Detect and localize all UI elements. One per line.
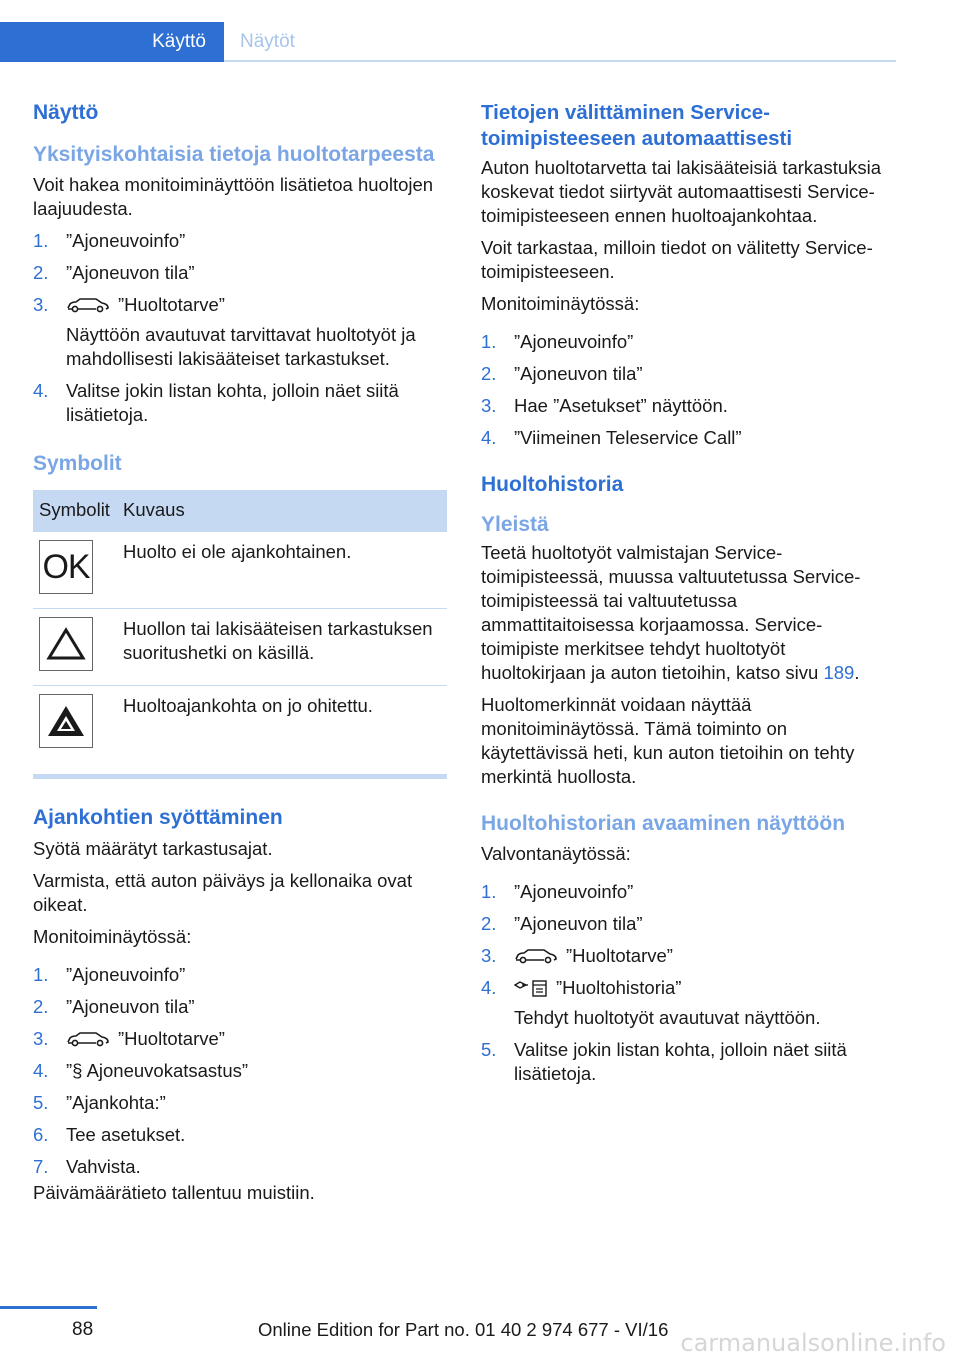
step-text: Vahvista.	[66, 1156, 141, 1177]
list-item	[33, 1155, 447, 1179]
list-item	[481, 944, 895, 968]
ok-icon-text: OK	[42, 548, 90, 586]
paragraph: Monitoiminäytössä:	[33, 926, 192, 947]
warning-triangle-icon	[39, 617, 93, 671]
step-number: 4.	[33, 380, 49, 401]
step-number: 4.	[481, 977, 497, 998]
car-icon	[514, 948, 558, 964]
left-column	[33, 100, 447, 1213]
paragraph-text: .	[854, 662, 860, 683]
step-text: ”Ajoneuvoinfo”	[66, 230, 186, 251]
footer-rule	[0, 1306, 97, 1309]
step-number: 2.	[33, 262, 49, 283]
header-tabs	[0, 0, 960, 62]
steps-list-details	[33, 229, 447, 427]
step-number: 5.	[33, 1092, 49, 1113]
step-text: Tee asetukset.	[66, 1124, 186, 1145]
list-item	[33, 293, 447, 371]
table-header-symbols: Symbolit	[33, 490, 117, 532]
warning-triangle-filled-icon	[39, 694, 93, 748]
edition-text: Online Edition for Part no. 01 40 2 974 677 - VI/16	[258, 1319, 669, 1340]
step-text: ”Ajoneuvon tila”	[66, 262, 195, 283]
step-text: ”Ajoneuvoinfo”	[514, 881, 634, 902]
list-item	[481, 394, 895, 418]
step-subtext: Näyttöön avautuvat tarvittavat huoltotyöt ja mahdollisesti lakisääteiset tarkastukset.	[66, 324, 416, 369]
list-item	[33, 1059, 447, 1083]
tab-naytot[interactable]	[240, 22, 295, 62]
list-item	[481, 362, 895, 386]
step-text: Valitse jokin listan kohta, jolloin näet siitä lisätietoja.	[66, 380, 399, 425]
step-text: ”Huoltotarve”	[118, 1028, 225, 1049]
list-item	[481, 976, 895, 1030]
list-item	[481, 330, 895, 354]
page-link[interactable]: 189	[823, 662, 855, 683]
step-number: 2.	[33, 996, 49, 1017]
table-row	[33, 532, 447, 609]
car-icon	[66, 1031, 110, 1047]
step-text: ”§ Ajoneuvokatsastus”	[66, 1060, 249, 1081]
symbols-table	[33, 490, 447, 762]
step-text: ”Ajoneuvoinfo”	[514, 331, 634, 352]
car-icon	[66, 297, 110, 313]
step-number: 3.	[481, 945, 497, 966]
step-text: Valitse jokin listan kohta, jolloin näet siitä lisätietoja.	[514, 1039, 847, 1084]
list-item	[33, 1091, 447, 1115]
step-text: ”Ajankohta:”	[66, 1092, 166, 1113]
list-item	[33, 963, 447, 987]
paragraph: Auton huoltotarvetta tai lakisääteisiä tarkastuksia koskevat tiedot siirtyvät automaattisesti Service-toimipisteeseen ennen huoltoajankohtaa.	[481, 157, 882, 226]
step-number: 6.	[33, 1124, 49, 1145]
step-text: Hae ”Asetukset” näyttöön.	[514, 395, 728, 416]
step-text: ”Huoltohistoria”	[556, 977, 682, 998]
watermark: carmanualsonline.info	[680, 1329, 946, 1357]
step-number: 2.	[481, 913, 497, 934]
list-item	[481, 880, 895, 904]
paragraph-text: Teetä huoltotyöt valmistajan Service-toimipisteessä, muussa valtuutetussa Service-toimipisteessä tai valtuutetussa ammattitaitoisessa korjaamossa. Service-toimipiste merkitsee tehdyt huoltotyöt huoltokirjaan ja auton tietoihin, katso sivu	[481, 542, 861, 683]
paragraph	[481, 541, 895, 685]
list-item	[33, 261, 447, 285]
step-number: 1.	[33, 230, 49, 251]
page-title: Näyttö	[33, 101, 99, 124]
page-number: 88	[72, 1319, 94, 1340]
ok-icon	[39, 540, 93, 594]
step-number: 4.	[481, 427, 497, 448]
paragraph: Päivämäärätieto tallentuu muistiin.	[33, 1182, 315, 1203]
right-column	[481, 100, 895, 1094]
tab-kaytto[interactable]	[0, 22, 224, 62]
section-heading-dates: Ajankohtien syöttäminen	[33, 806, 283, 829]
section-heading-teleservice: Tietojen välittäminen Service-toimipisteeseen automaattisesti	[481, 101, 793, 150]
tab-naytot-label: Näytöt	[240, 31, 295, 52]
paragraph: Huoltomerkinnät voidaan näyttää monitoiminäytössä. Tämä toiminto on käytettävissä heti, kun auton tietoihin on tehty merkintä huollosta.	[481, 694, 855, 787]
step-number: 1.	[481, 331, 497, 352]
header-divider	[224, 60, 896, 62]
section-heading-open-history: Huoltohistorian avaaminen näyttöön	[481, 812, 846, 835]
list-item	[481, 426, 895, 450]
list-item	[33, 1123, 447, 1147]
section-text: Voit hakea monitoiminäyttöön lisätietoa huoltojen laajuudesta.	[33, 174, 434, 219]
symbols-heading: Symbolit	[33, 452, 122, 475]
step-text: ”Ajoneuvon tila”	[514, 363, 643, 384]
table-cell-description: Huolto ei ole ajankohtainen.	[117, 532, 447, 609]
step-number: 3.	[33, 294, 49, 315]
step-subtext: Tehdyt huoltotyöt avautuvat näyttöön.	[514, 1007, 821, 1028]
paragraph: Monitoiminäytössä:	[481, 293, 640, 314]
step-text: ”Viimeinen Teleservice Call”	[514, 427, 742, 448]
list-item	[33, 995, 447, 1019]
table-row	[33, 609, 447, 686]
step-number: 7.	[33, 1156, 49, 1177]
table-cell-description: Huoltoajankohta on jo ohitettu.	[123, 695, 373, 716]
tab-kaytto-label: Käyttö	[152, 31, 206, 52]
service-history-icon	[514, 979, 548, 997]
list-item	[33, 229, 447, 253]
step-number: 1.	[33, 964, 49, 985]
paragraph: Voit tarkastaa, milloin tiedot on välitetty Service-toimipisteeseen.	[481, 237, 873, 282]
steps-list-teleservice	[481, 330, 895, 450]
section-heading-history: Huoltohistoria	[481, 473, 624, 496]
table-bottom-rule	[33, 774, 447, 779]
paragraph: Varmista, että auton päiväys ja kellonaika ovat oikeat.	[33, 870, 413, 915]
table-cell-description: Huollon tai lakisääteisen tarkastuksen suoritushetki on käsillä.	[117, 609, 447, 686]
step-number: 3.	[481, 395, 497, 416]
table-row	[33, 686, 447, 763]
list-item	[481, 912, 895, 936]
step-text: ”Ajoneuvon tila”	[66, 996, 195, 1017]
steps-list-dates	[33, 963, 447, 1179]
list-item	[481, 1038, 895, 1086]
section-subheading-general: Yleistä	[481, 513, 549, 536]
step-text: ”Ajoneuvon tila”	[514, 913, 643, 934]
step-number: 1.	[481, 881, 497, 902]
step-text: ”Huoltotarve”	[566, 945, 673, 966]
step-text: ”Ajoneuvoinfo”	[66, 964, 186, 985]
step-number: 4.	[33, 1060, 49, 1081]
list-item	[33, 379, 447, 427]
list-item	[33, 1027, 447, 1051]
step-number: 5.	[481, 1039, 497, 1060]
section-heading-details: Yksityiskohtaisia tietoja huoltotarpeesta	[33, 143, 435, 166]
paragraph: Valvontanäytössä:	[481, 843, 631, 864]
steps-list-history	[481, 880, 895, 1086]
step-text: ”Huoltotarve”	[118, 294, 225, 315]
step-number: 3.	[33, 1028, 49, 1049]
step-number: 2.	[481, 363, 497, 384]
paragraph: Syötä määrätyt tarkastusajat.	[33, 838, 273, 859]
table-header-description: Kuvaus	[117, 490, 447, 532]
